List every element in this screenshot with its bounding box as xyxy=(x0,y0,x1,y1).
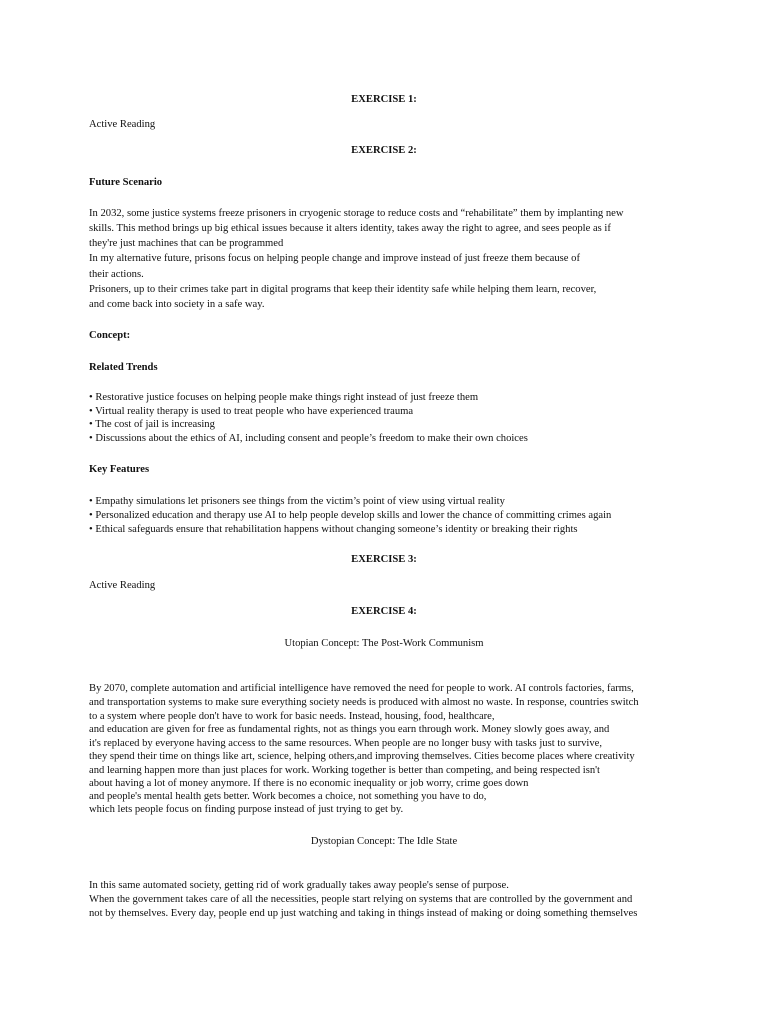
future-line: Prisoners, up to their crimes take part in digital programs that keep their identity safe while helping them learn, recover, xyxy=(89,284,597,295)
exercise-3-text: Active Reading xyxy=(89,580,156,591)
future-scenario-heading: Future Scenario xyxy=(89,177,163,188)
exercise-4-heading: EXERCISE 4: xyxy=(351,606,417,617)
feature-item: • Ethical safeguards ensure that rehabilitation happens without changing someone’s identity or breaking their rights xyxy=(89,524,578,535)
utopian-line: and people's mental health gets better. Work becomes a choice, not something you have to do, xyxy=(89,791,487,802)
key-features-heading: Key Features xyxy=(89,464,150,475)
utopian-line: they spend their time on things like art, science, helping others,and improving themselves. Cities become places where creativity xyxy=(89,751,635,762)
related-trends-heading: Related Trends xyxy=(89,362,158,373)
dystopian-line: In this same automated society, getting rid of work gradually takes away people's sense of purpose. xyxy=(89,880,509,891)
future-line: they're just machines that can be programmed xyxy=(89,238,284,249)
future-line: skills. This method brings up big ethical issues because it alters identity, takes away the right to agree, and sees people as if xyxy=(89,223,611,234)
utopian-line: and education are given for free as fundamental rights, not as things you earn through work. Money slowly goes away, and xyxy=(89,724,610,735)
trend-item: • The cost of jail is increasing xyxy=(89,419,215,430)
utopian-line: it's replaced by everyone having access to the same resources. When people are no longer busy with tasks just to survive, xyxy=(89,738,603,749)
utopian-line: and transportation systems to make sure everything society needs is produced with almost no waste. In response, countries switch xyxy=(89,697,639,708)
future-line: their actions. xyxy=(89,269,144,280)
trend-item: • Discussions about the ethics of AI, including consent and people’s freedom to make their own choices xyxy=(89,433,528,444)
trend-item: • Virtual reality therapy is used to treat people who have experienced trauma xyxy=(89,406,414,417)
utopian-title: Utopian Concept: The Post-Work Communism xyxy=(284,638,484,649)
future-line: and come back into society in a safe way. xyxy=(89,299,265,310)
exercise-1-text: Active Reading xyxy=(89,119,156,130)
trend-item: • Restorative justice focuses on helping people make things right instead of just freeze them xyxy=(89,392,479,403)
utopian-line: about having a lot of money anymore. If there is no economic inequality or job worry, crime goes down xyxy=(89,778,529,789)
utopian-line: to a system where people don't have to work for basic needs. Instead, housing, food, healthcare, xyxy=(89,711,495,722)
exercise-3-heading: EXERCISE 3: xyxy=(351,554,417,565)
exercise-1-heading: EXERCISE 1: xyxy=(351,94,417,105)
dystopian-line: not by themselves. Every day, people end up just watching and taking in things instead of making or doing something themselves xyxy=(89,908,638,919)
utopian-line: which lets people focus on finding purpose instead of just trying to get by. xyxy=(89,804,404,815)
dystopian-title: Dystopian Concept: The Idle State xyxy=(310,836,458,847)
utopian-line: and learning happen more than just places for work. Working together is better than competing, and being respected isn't xyxy=(89,765,600,776)
feature-item: • Personalized education and therapy use AI to help people develop skills and lower the chance of committing crimes again xyxy=(89,510,612,521)
future-line: In my alternative future, prisons focus on helping people change and improve instead of just freeze them because of xyxy=(89,253,580,264)
future-line: In 2032, some justice systems freeze prisoners in cryogenic storage to reduce costs and “rehabilitate” them by implanting new xyxy=(89,208,624,219)
concept-heading: Concept: xyxy=(89,330,131,341)
exercise-2-heading: EXERCISE 2: xyxy=(351,145,417,156)
feature-item: • Empathy simulations let prisoners see things from the victim’s point of view using virtual reality xyxy=(89,496,505,507)
dystopian-line: When the government takes care of all the necessities, people start relying on systems that are controlled by the government and xyxy=(89,894,633,905)
utopian-line: By 2070, complete automation and artificial intelligence have removed the need for people to work. AI controls factories, farms, xyxy=(89,683,634,694)
